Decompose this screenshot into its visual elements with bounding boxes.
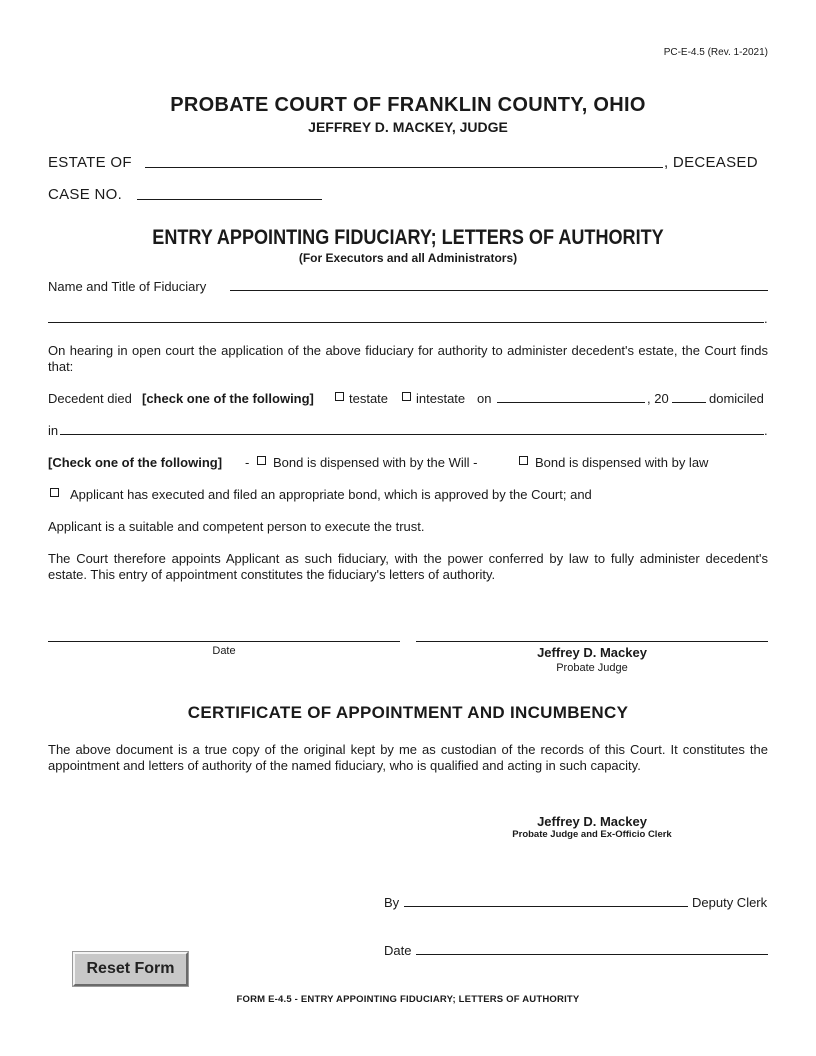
- document-title-wrap: [0, 226, 816, 250]
- bond-executed-label: Applicant has executed and filed an appropriate bond, which is approved by the Court; and: [70, 487, 592, 502]
- bond-law-label: Bond is dispensed with by law: [535, 455, 709, 470]
- form-footer: FORM E-4.5 - ENTRY APPOINTING FIDUCIARY; LETTERS OF AUTHORITY: [236, 994, 580, 1005]
- date-caption: Date: [212, 645, 236, 657]
- in-label: in: [48, 423, 59, 438]
- death-year-field[interactable]: [672, 388, 706, 403]
- document-subtitle: (For Executors and all Administrators): [298, 251, 518, 265]
- fiduciary-line-end: .: [764, 311, 768, 326]
- date-signature-line[interactable]: [48, 641, 400, 642]
- form-number: PC-E-4.5 (Rev. 1-2021): [663, 47, 768, 58]
- bond-will-checkbox[interactable]: [257, 456, 266, 465]
- estate-name-field[interactable]: [145, 153, 663, 168]
- case-no-label: CASE NO.: [48, 186, 123, 203]
- domiciled-label: domiciled: [709, 391, 764, 406]
- bond-executed-checkbox[interactable]: [50, 488, 59, 497]
- deceased-label: , DECEASED: [664, 154, 758, 171]
- by-label: By: [384, 895, 400, 910]
- certificate-text: The above document is a true copy of the original kept by me as custodian of the records of this Court. It constitutes the appointment and letters of authority of the named fiduciary, who is qualified and acting in such capacity.: [48, 742, 768, 773]
- certificate-judge-title: Probate Judge and Ex-Officio Clerk: [512, 829, 672, 840]
- appointment-statement: The Court therefore appoints Applicant as such fiduciary, with the power conferred by law to fully administer decedent's estate. This entry of appointment constitutes the fiduciary's letters of authority.: [48, 551, 768, 582]
- case-number-field[interactable]: [137, 185, 322, 200]
- judge-signature-name: Jeffrey D. Mackey: [537, 645, 647, 660]
- year-prefix: , 20: [647, 391, 669, 406]
- judge-signature-title: Probate Judge: [556, 662, 628, 674]
- bond-will-label: Bond is dispensed with by the Will -: [273, 455, 478, 470]
- fiduciary-label: Name and Title of Fiduciary: [48, 279, 207, 294]
- decedent-died-label: Decedent died: [48, 391, 132, 406]
- testate-checkbox[interactable]: [335, 392, 344, 401]
- court-name: PROBATE COURT OF FRANKLIN COUNTY, OHIO: [170, 94, 646, 116]
- domicile-line-end: .: [764, 423, 768, 438]
- reset-form-button[interactable]: Reset Form: [73, 952, 188, 986]
- certificate-judge-name: Jeffrey D. Mackey: [537, 814, 647, 829]
- deputy-clerk-label: Deputy Clerk: [692, 895, 768, 910]
- decedent-check-one-label: [check one of the following]: [142, 391, 314, 406]
- judge-signature-line[interactable]: [416, 641, 768, 642]
- deputy-clerk-signature-field[interactable]: [404, 892, 688, 907]
- fiduciary-name-field[interactable]: [230, 276, 768, 291]
- certificate-date-field[interactable]: [416, 940, 768, 955]
- testate-label: testate: [349, 391, 389, 406]
- death-date-field[interactable]: [497, 388, 645, 403]
- bond-check-one-label: [Check one of the following]: [48, 455, 223, 470]
- suitable-statement: Applicant is a suitable and competent person to execute the trust.: [48, 519, 425, 534]
- fiduciary-name-field-2[interactable]: [48, 308, 764, 323]
- bond-dash: -: [245, 455, 250, 470]
- bond-law-checkbox[interactable]: [519, 456, 528, 465]
- on-label: on: [477, 391, 492, 406]
- judge-heading: JEFFREY D. MACKEY, JUDGE: [308, 119, 508, 135]
- findings-intro: On hearing in open court the application of the above fiduciary for authority to administer decedent's estate, the Court finds that:: [48, 343, 768, 374]
- domicile-field[interactable]: [60, 420, 764, 435]
- estate-of-label: ESTATE OF: [48, 154, 132, 171]
- certificate-title: CERTIFICATE OF APPOINTMENT AND INCUMBENCY: [187, 703, 629, 722]
- intestate-label: intestate: [416, 391, 466, 406]
- intestate-checkbox[interactable]: [402, 392, 411, 401]
- certificate-date-label: Date: [384, 943, 412, 958]
- document-title: ENTRY APPOINTING FIDUCIARY; LETTERS OF AUTHORITY: [152, 226, 664, 249]
